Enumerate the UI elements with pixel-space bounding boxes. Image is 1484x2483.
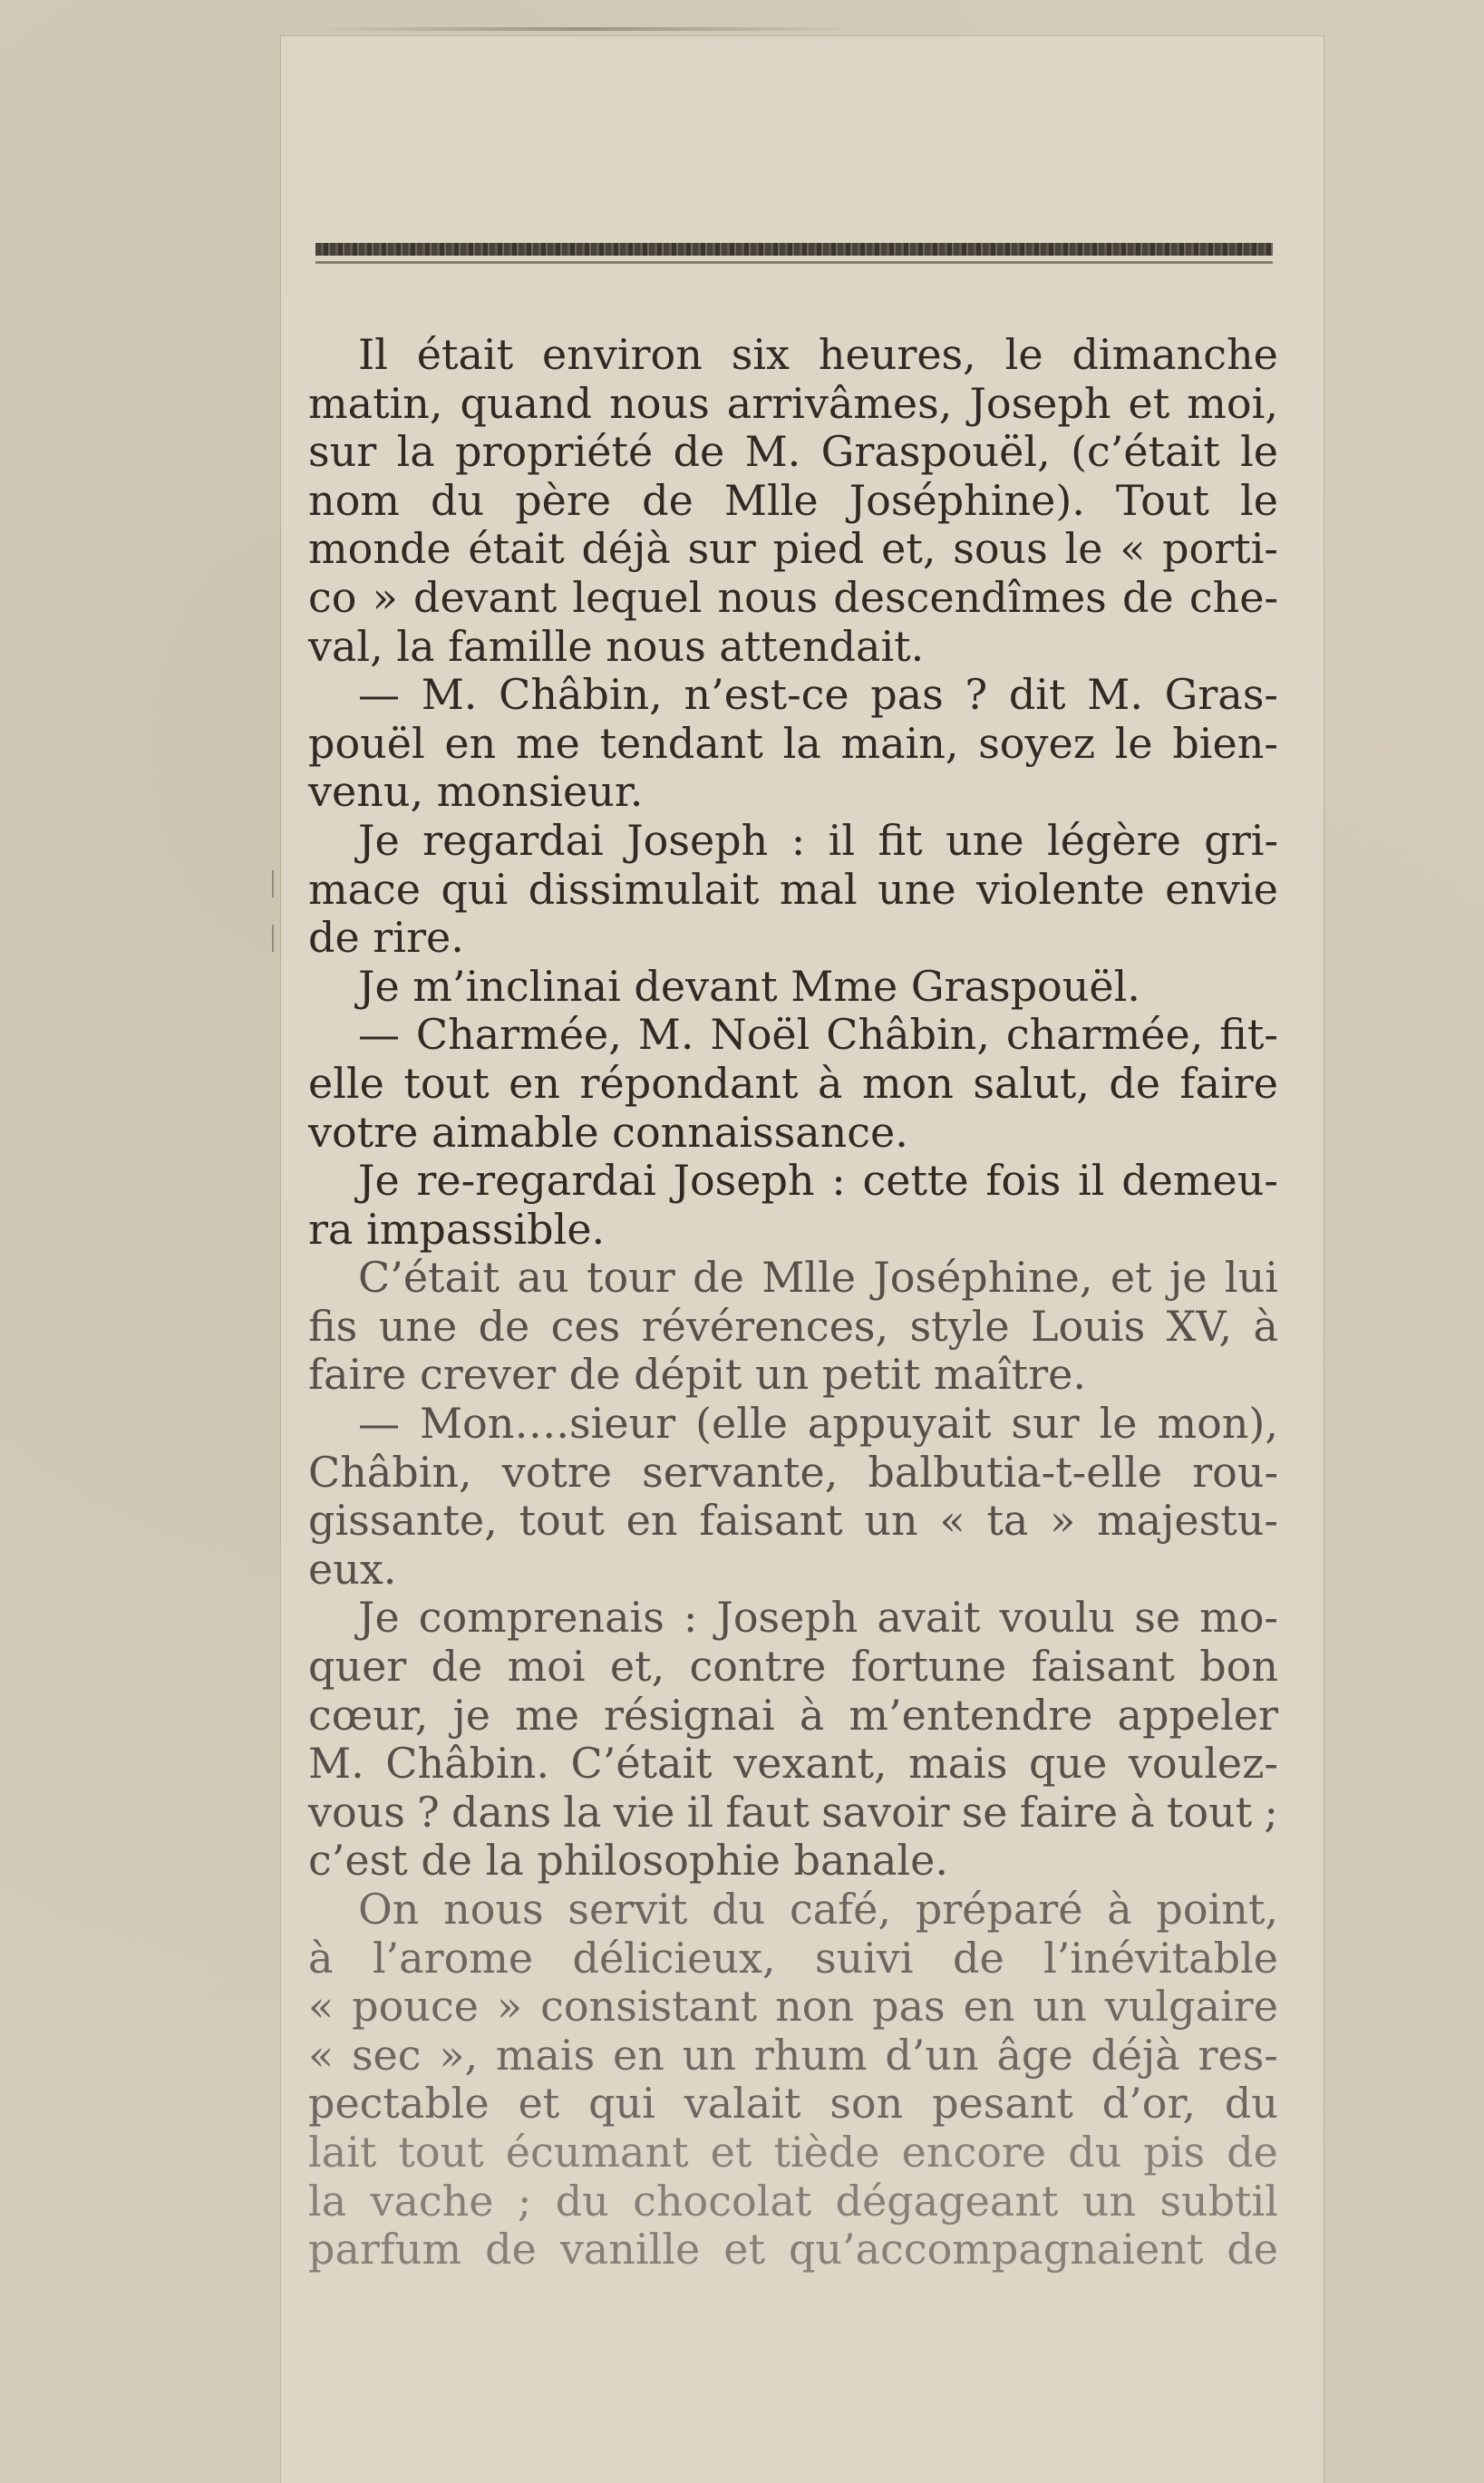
text-line (308, 1060, 1278, 1109)
word: pectable (308, 2079, 490, 2129)
word: tout (398, 2127, 484, 2177)
word: faire (1019, 1787, 1119, 1837)
word: faire (1179, 1058, 1278, 1108)
word: tendant (599, 718, 763, 768)
word: (c’était (1071, 427, 1220, 477)
word: à (308, 1933, 334, 1983)
word: écumant (505, 2127, 689, 2177)
word: soyez (978, 718, 1095, 768)
body-text (308, 331, 1278, 2274)
word: ta (986, 1496, 1029, 1546)
word: dégageant (835, 2176, 1059, 2226)
word: elle (308, 1058, 384, 1108)
word: Joseph (673, 1156, 815, 1206)
word: se (961, 1787, 1008, 1837)
word: parfum (308, 2225, 462, 2274)
word: le (1239, 475, 1278, 525)
word: en (509, 1058, 561, 1108)
word: salut, (973, 1058, 1090, 1108)
word: de (1227, 2127, 1278, 2177)
word: de (673, 427, 725, 477)
word: Châbin, (826, 1010, 990, 1060)
word: mais (495, 2030, 596, 2080)
word: déjà (1091, 2030, 1180, 2080)
word: vexant, (733, 1739, 887, 1789)
word: balbutia-t-elle (868, 1447, 1163, 1497)
text-line (308, 331, 1278, 380)
word: lequel (572, 572, 703, 622)
word: à (1253, 1301, 1278, 1351)
word: une (378, 1301, 458, 1351)
word: ? (417, 1787, 440, 1837)
word: fortune (850, 1642, 1007, 1692)
word: la (782, 718, 821, 768)
word: vie (613, 1787, 675, 1837)
word: tout (403, 1058, 490, 1108)
word: mon), (1157, 1399, 1278, 1449)
word: mon (861, 1058, 954, 1108)
word: le (1099, 1399, 1138, 1449)
word: délicieux, (572, 1933, 776, 1983)
word: consistant (540, 1982, 758, 2032)
word: mal (779, 864, 858, 914)
word: encore (901, 2127, 1047, 2177)
word: déjà (581, 524, 671, 574)
word: et, (609, 1642, 665, 1692)
word: la (308, 2176, 347, 2226)
word: d’or, (1101, 2079, 1197, 2129)
word: servante, (642, 1447, 839, 1497)
word: et, (881, 524, 936, 574)
word: en (613, 2030, 664, 2080)
text-line: venu, monsieur. (308, 767, 644, 817)
word: moi (507, 1642, 586, 1692)
text-line (308, 1740, 1278, 1789)
word: suivi (814, 1933, 914, 1983)
text-line (308, 671, 1278, 720)
word: et (1128, 378, 1170, 428)
word: café, (789, 1885, 891, 1934)
word: de (485, 2225, 537, 2274)
word: heures, (818, 330, 976, 379)
text-line (308, 1497, 1278, 1546)
word: violente (976, 864, 1145, 914)
word: Je (358, 1156, 400, 1206)
text-line (308, 1254, 1278, 1303)
word: subtil (1159, 2176, 1278, 2226)
word: de (1121, 572, 1174, 622)
word: tout (519, 1496, 605, 1546)
word: Joseph (626, 815, 769, 865)
word: ; (517, 2176, 532, 2226)
word: propriété (455, 427, 654, 477)
word: mo- (1199, 1593, 1278, 1643)
word: vulgaire (1104, 1982, 1278, 2032)
word: l’inévitable (1043, 1933, 1278, 1983)
word: ; (1264, 1787, 1278, 1837)
word: M. (637, 1010, 694, 1060)
text-line (308, 1983, 1278, 2032)
word: cette (862, 1156, 969, 1206)
margin-marks (272, 870, 276, 979)
word: XV, (1166, 1301, 1233, 1351)
text-line (308, 1157, 1278, 1206)
word: sous (953, 524, 1048, 574)
word: co (308, 572, 357, 622)
word: de (431, 1642, 483, 1692)
word: du (431, 475, 485, 525)
word: Je (358, 1593, 400, 1643)
word: sur (687, 524, 756, 574)
word: du (1224, 2079, 1278, 2129)
word: lui (1224, 1253, 1278, 1303)
word: était (416, 330, 514, 379)
text-line (308, 2177, 1278, 2226)
word: et (518, 2079, 560, 2129)
text-line (308, 2226, 1278, 2274)
word: au (517, 1253, 569, 1303)
word: » (1050, 1496, 1076, 1546)
text-line: val, la famille nous attendait. (308, 621, 925, 671)
word: une (878, 864, 956, 914)
word: comprenais (418, 1593, 664, 1643)
word: quand (460, 378, 593, 428)
word: « (308, 2030, 335, 2080)
word: pied (772, 524, 865, 574)
text-line (308, 574, 1278, 623)
text-line (308, 380, 1278, 429)
word: devant (413, 572, 558, 622)
word: le (1240, 427, 1278, 477)
text-line: Je m’inclinai devant Mme Graspouël. (358, 961, 1140, 1011)
word: lait (308, 2127, 377, 2177)
word: pas (872, 1982, 946, 2032)
word: », (439, 2030, 479, 2080)
text-line (308, 1303, 1278, 1352)
word: qui (441, 864, 509, 914)
text-line (308, 1789, 1278, 1838)
text-line: votre aimable connaissance. (308, 1107, 908, 1157)
word: de (478, 1301, 530, 1351)
text-line (308, 720, 1278, 769)
word: cœur, (308, 1690, 429, 1740)
word: envie (1165, 864, 1278, 914)
word: son (829, 2079, 904, 2129)
word: Châbin. (385, 1739, 549, 1789)
word: je (452, 1690, 491, 1740)
word: et (1110, 1253, 1152, 1303)
word: un (1081, 2176, 1136, 2226)
word: — (358, 670, 400, 720)
word: faisant (699, 1496, 843, 1546)
word: re-regardai (416, 1156, 656, 1206)
word: d’un (885, 2030, 979, 2080)
word: un (682, 2030, 736, 2080)
word: regardai (422, 815, 604, 865)
word: nous (443, 1885, 544, 1934)
word: Charmée, (415, 1010, 622, 1060)
word: du (712, 1885, 766, 1934)
word: M. (744, 427, 801, 477)
word: de (693, 1253, 744, 1303)
word: Joseph (716, 1593, 858, 1643)
word: Il (358, 330, 388, 379)
word: C’était (358, 1253, 500, 1303)
word: chocolat (633, 2176, 812, 2226)
word: qu’accompagnaient (788, 2225, 1204, 2274)
word: point, (1156, 1885, 1278, 1934)
word: et (710, 2127, 752, 2177)
word: le (1114, 718, 1153, 768)
word: et (723, 2225, 765, 2274)
word: à (1107, 1885, 1132, 1934)
word: fis (308, 1301, 358, 1351)
word: que (1029, 1739, 1108, 1789)
word: sur (308, 427, 377, 477)
word: Louis (1030, 1301, 1146, 1351)
word: Gras- (1164, 670, 1278, 720)
word: m’entendre (849, 1690, 1093, 1740)
word: pesant (932, 2079, 1073, 2129)
word: majestu- (1097, 1496, 1278, 1546)
word: bien- (1172, 718, 1278, 768)
text-line: de rire. (308, 913, 464, 963)
text-line: c’est de la philosophie banale. (308, 1836, 948, 1886)
word: — (358, 1399, 400, 1449)
word: Tout (1115, 475, 1209, 525)
word: non (775, 1982, 855, 2032)
word: » (372, 572, 398, 622)
word: pouël (308, 718, 425, 768)
word: vache (370, 2176, 494, 2226)
text-line (308, 2080, 1278, 2129)
text-line (308, 1643, 1278, 1692)
word: faisant (1031, 1642, 1175, 1692)
word: légère (1047, 815, 1181, 865)
word: il (686, 1787, 714, 1837)
text-line (308, 1886, 1278, 1935)
word: appeler (1117, 1690, 1278, 1740)
word: du (555, 2176, 609, 2226)
word: pas (870, 670, 944, 720)
word: che- (1188, 572, 1278, 622)
word: arrivâmes, (726, 378, 953, 428)
word: voulez- (1128, 1739, 1278, 1789)
text-line (308, 1449, 1278, 1498)
word: ? (965, 670, 988, 720)
word: : (683, 1593, 698, 1643)
word: quer (308, 1642, 407, 1692)
word: Mlle (723, 475, 819, 525)
word: vanille (559, 2225, 701, 2274)
word: » (496, 1982, 523, 2032)
word: charmée, (1005, 1010, 1204, 1060)
word: Graspouël, (820, 427, 1051, 477)
word: M. (421, 670, 478, 720)
word: l’arome (372, 1933, 534, 1983)
word: dit (1008, 670, 1066, 720)
word: « (939, 1496, 965, 1546)
word: votre (501, 1447, 613, 1497)
word: je (1169, 1253, 1208, 1303)
top-fold-mark (313, 27, 857, 31)
word: C’était (570, 1739, 713, 1789)
word: vous (308, 1787, 405, 1837)
word: nous (717, 572, 819, 622)
word: un (1033, 1982, 1087, 2032)
word: dissimulait (528, 864, 760, 914)
word: me (515, 1690, 579, 1740)
word: dans (451, 1787, 552, 1837)
word: contre (689, 1642, 827, 1692)
word: (elle (695, 1399, 788, 1449)
word: On (358, 1885, 420, 1934)
text-line: faire crever de dépit un petit maître. (308, 1350, 1086, 1400)
word: tout (1166, 1787, 1253, 1837)
text-line: ra impassible. (308, 1204, 606, 1254)
word: de (953, 1933, 1004, 1983)
text-line (308, 1400, 1278, 1449)
word: de (642, 475, 694, 525)
word: âge (996, 2030, 1073, 2080)
word: tour (586, 1253, 675, 1303)
word: Châbin, (499, 670, 663, 720)
word: en (963, 1982, 1015, 2032)
word: il (1078, 1156, 1105, 1206)
word: Châbin, (308, 1447, 472, 1497)
word: : (790, 815, 806, 865)
word: Mlle (761, 1253, 856, 1303)
word: tiède (773, 2127, 880, 2177)
word: de (1109, 1058, 1161, 1108)
word: ces (550, 1301, 621, 1351)
word: de (1227, 2225, 1278, 2274)
word: pouce (352, 1982, 479, 2032)
word: fois (985, 1156, 1062, 1206)
word: mais (908, 1739, 1008, 1789)
word: en (626, 1496, 678, 1546)
word: Joseph (969, 378, 1111, 428)
word: nous (609, 378, 710, 428)
word: la (396, 427, 435, 477)
word: rhum (753, 2030, 868, 2080)
word: un (864, 1496, 918, 1546)
word: le (1064, 524, 1103, 574)
word: en (444, 718, 497, 768)
word: du (1068, 2127, 1122, 2177)
word: qui (588, 2079, 655, 2129)
word: la (563, 1787, 602, 1837)
word: matin, (308, 378, 443, 428)
word: sec (351, 2030, 422, 2080)
text-line: eux. (308, 1544, 397, 1594)
text-line (308, 817, 1278, 866)
word: appuyait (807, 1399, 992, 1449)
word: « (308, 1982, 335, 2032)
text-line (308, 477, 1278, 526)
word: gissante, (308, 1496, 498, 1546)
word: M. (308, 1739, 364, 1789)
word: révérences, (641, 1301, 889, 1351)
word: répondant (579, 1058, 799, 1108)
ornamental-header-rule (315, 243, 1273, 256)
word: moi, (1187, 378, 1278, 428)
word: : (831, 1156, 846, 1206)
word: fit- (1219, 1010, 1278, 1060)
word: résignai (604, 1690, 775, 1740)
word: me (516, 718, 580, 768)
text-line (308, 525, 1278, 574)
text-line (308, 1594, 1278, 1643)
word: savoir (821, 1787, 950, 1837)
word: demeu- (1121, 1156, 1278, 1206)
word: style (909, 1301, 1010, 1351)
text-line (308, 1935, 1278, 1983)
word: faut (725, 1787, 810, 1837)
word: une (946, 815, 1024, 865)
text-line (308, 1692, 1278, 1741)
word: père (515, 475, 612, 525)
word: sur (1011, 1399, 1080, 1449)
word: pis (1143, 2127, 1206, 2177)
word: n’est-ce (684, 670, 849, 720)
word: main, (840, 718, 959, 768)
word: le (1004, 330, 1043, 379)
word: servit (567, 1885, 688, 1934)
word: dimanche (1072, 330, 1278, 379)
word: — (358, 1010, 400, 1060)
word: bon (1199, 1642, 1278, 1692)
word: porti- (1162, 524, 1278, 574)
word: M. (1087, 670, 1143, 720)
word: à (799, 1690, 825, 1740)
word: se (1134, 1593, 1181, 1643)
word: six (731, 330, 790, 379)
word: rou- (1192, 1447, 1278, 1497)
word: Joséphine). (849, 475, 1085, 525)
word: nom (308, 475, 400, 525)
word: valait (684, 2079, 801, 2129)
word: « (1120, 524, 1146, 574)
word: Joséphine, (873, 1253, 1093, 1303)
text-line (308, 2129, 1278, 2177)
word: descendîmes (833, 572, 1107, 622)
word: il (828, 815, 856, 865)
word: voulu (999, 1593, 1116, 1643)
text-line (308, 866, 1278, 915)
word: gri- (1204, 815, 1278, 865)
word: mace (308, 864, 422, 914)
word: était (468, 524, 565, 574)
word: préparé (915, 1885, 1083, 1934)
word: monde (308, 524, 451, 574)
header-underline (315, 261, 1273, 264)
word: environ (541, 330, 703, 379)
word: fit (878, 815, 923, 865)
word: Je (358, 815, 400, 865)
text-line (308, 2032, 1278, 2080)
word: à (818, 1058, 843, 1108)
word: Mon….sieur (419, 1399, 676, 1449)
text-line (308, 1011, 1278, 1060)
word: avait (877, 1593, 981, 1643)
word: à (1130, 1787, 1155, 1837)
word: Noël (710, 1010, 810, 1060)
word: res- (1198, 2030, 1278, 2080)
text-line (308, 428, 1278, 477)
